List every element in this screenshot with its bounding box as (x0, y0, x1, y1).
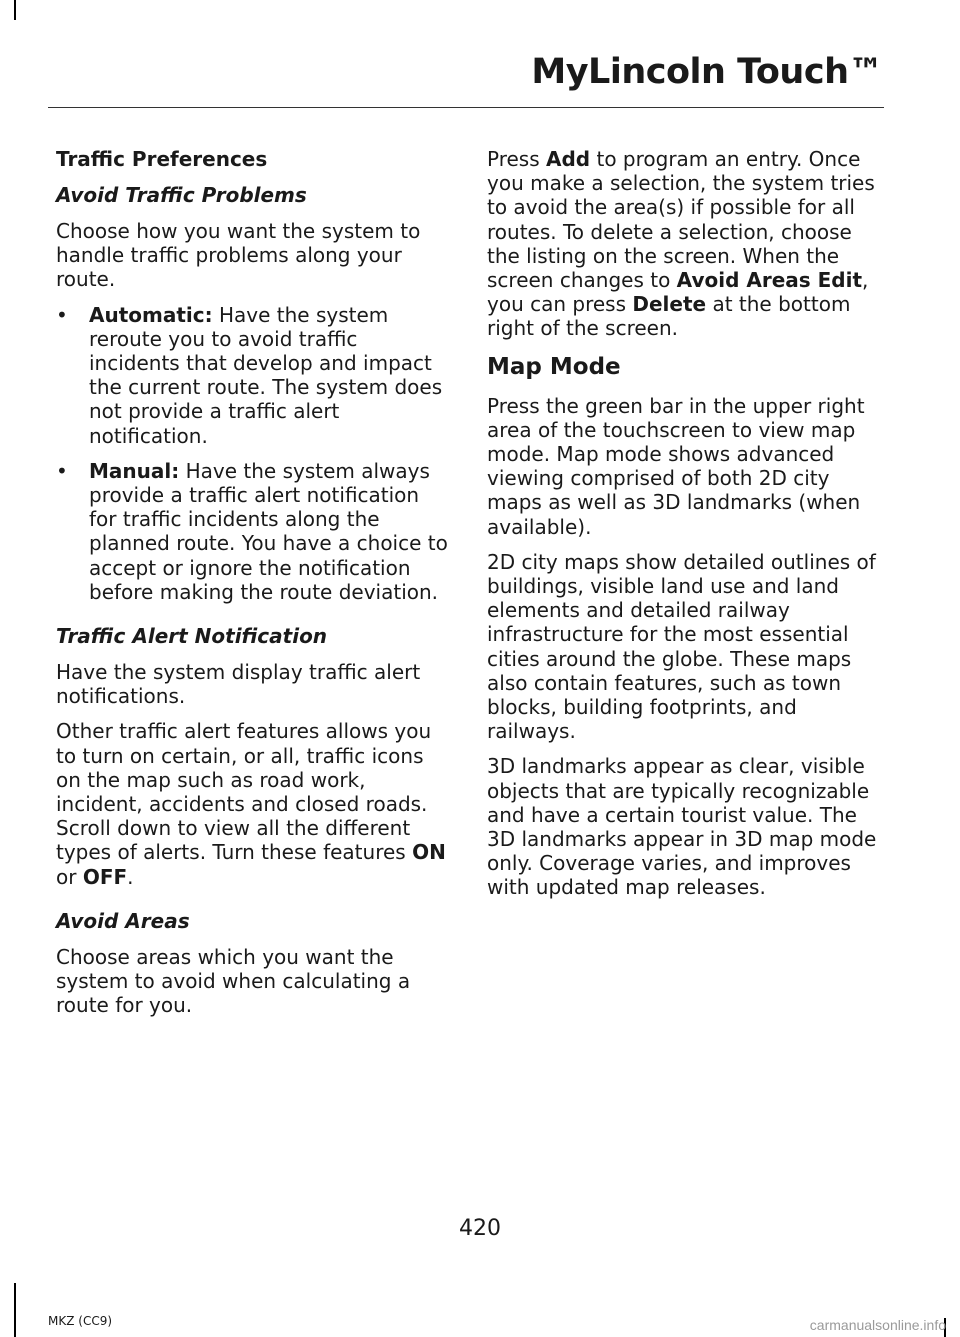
model-code: MKZ (CC9) (48, 1314, 113, 1328)
period: . (127, 864, 134, 889)
watermark: carmanualsonline.info (809, 1317, 946, 1333)
paragraph-3d-landmarks: 3D landmarks appear as clear, visible objects that are typically recognizable and have a certain tourist value. The 3D landmarks appear in 3D map mode only. Coverage varies, and improves with updated map releases. (487, 754, 877, 900)
paragraph-other-alerts (56, 719, 452, 888)
bullet-term: Automatic: (89, 302, 213, 327)
subheading-traffic-alert-notification: Traffic Alert Notification (56, 624, 328, 649)
delete-label: Delete (632, 292, 707, 317)
heading-map-mode: Map Mode (487, 353, 621, 380)
add-text: to program an entry. Once you make a selection, the system tries to avoid the area(s) if possible for all routes. To delete a selection, choose the listing on the screen. When the screen changes to (487, 147, 875, 293)
bullet-manual (56, 459, 452, 604)
bullet-dot: • (56, 302, 68, 327)
crop-mark-bottom-left (14, 1283, 16, 1337)
subheading-avoid-areas: Avoid Areas (56, 908, 190, 933)
other-alerts-text: Other traffic alert features allows you to turn on certain, or all, traffic icons on the map such as road work, incident, accidents and closed roads. Scroll down to view all the different types of alerts. Turn these features (56, 719, 432, 865)
paragraph-intro: Choose how you want the system to handle traffic problems along your route. (56, 219, 421, 292)
after-edit-text: , you can press (487, 268, 869, 317)
bullet-automatic (56, 303, 452, 448)
crop-mark-top-left (14, 0, 16, 20)
on-label: ON (412, 840, 446, 865)
delete-text: at the bottom right of the screen. (487, 292, 851, 341)
paragraph-add-entry (487, 147, 883, 341)
paragraph-alert: Have the system display traffic alert notifications. (56, 660, 421, 709)
page-header-title: MyLincoln Touch™ (531, 52, 883, 92)
page-number: 420 (459, 1216, 501, 1241)
header-divider (48, 107, 884, 108)
paragraph-avoid-areas: Choose areas which you want the system to avoid when calculating a route for you. (56, 944, 411, 1018)
left-column (56, 147, 452, 1028)
or-text: or (56, 864, 83, 889)
subheading-avoid-traffic-problems: Avoid Traffic Problems (56, 183, 307, 207)
bullet-dot: • (56, 458, 68, 483)
press-text: Press (487, 147, 546, 171)
paragraph-map-mode: Press the green bar in the upper right area of the touchscreen to view map mode. Map mode shows advanced viewing comprised of both 2D city maps as well as 3D landmarks (when available). (487, 393, 865, 539)
right-column (487, 147, 883, 911)
bullet-text: Have the system always provide a traffic alert notification for traffic incidents along the planned route. You have a choice to accept or ignore the notification before making the route deviation. (89, 458, 448, 604)
avoid-areas-edit-label: Avoid Areas Edit (676, 268, 863, 293)
add-label: Add (546, 147, 591, 171)
section-title-traffic-preferences: Traffic Preferences (56, 147, 268, 171)
bullet-text: Have the system reroute you to avoid traffic incidents that develop and impact the current route. The system does not provide a traffic alert notification. (89, 302, 443, 448)
off-label: OFF (82, 864, 128, 889)
paragraph-2d-city-maps: 2D city maps show detailed outlines of buildings, visible land use and land elements and detailed railway infrastructure for the most essential cities around the globe. These maps also contain features, such as town blocks, building footprints, and railways. (487, 549, 876, 744)
bullet-term: Manual: (89, 458, 180, 483)
